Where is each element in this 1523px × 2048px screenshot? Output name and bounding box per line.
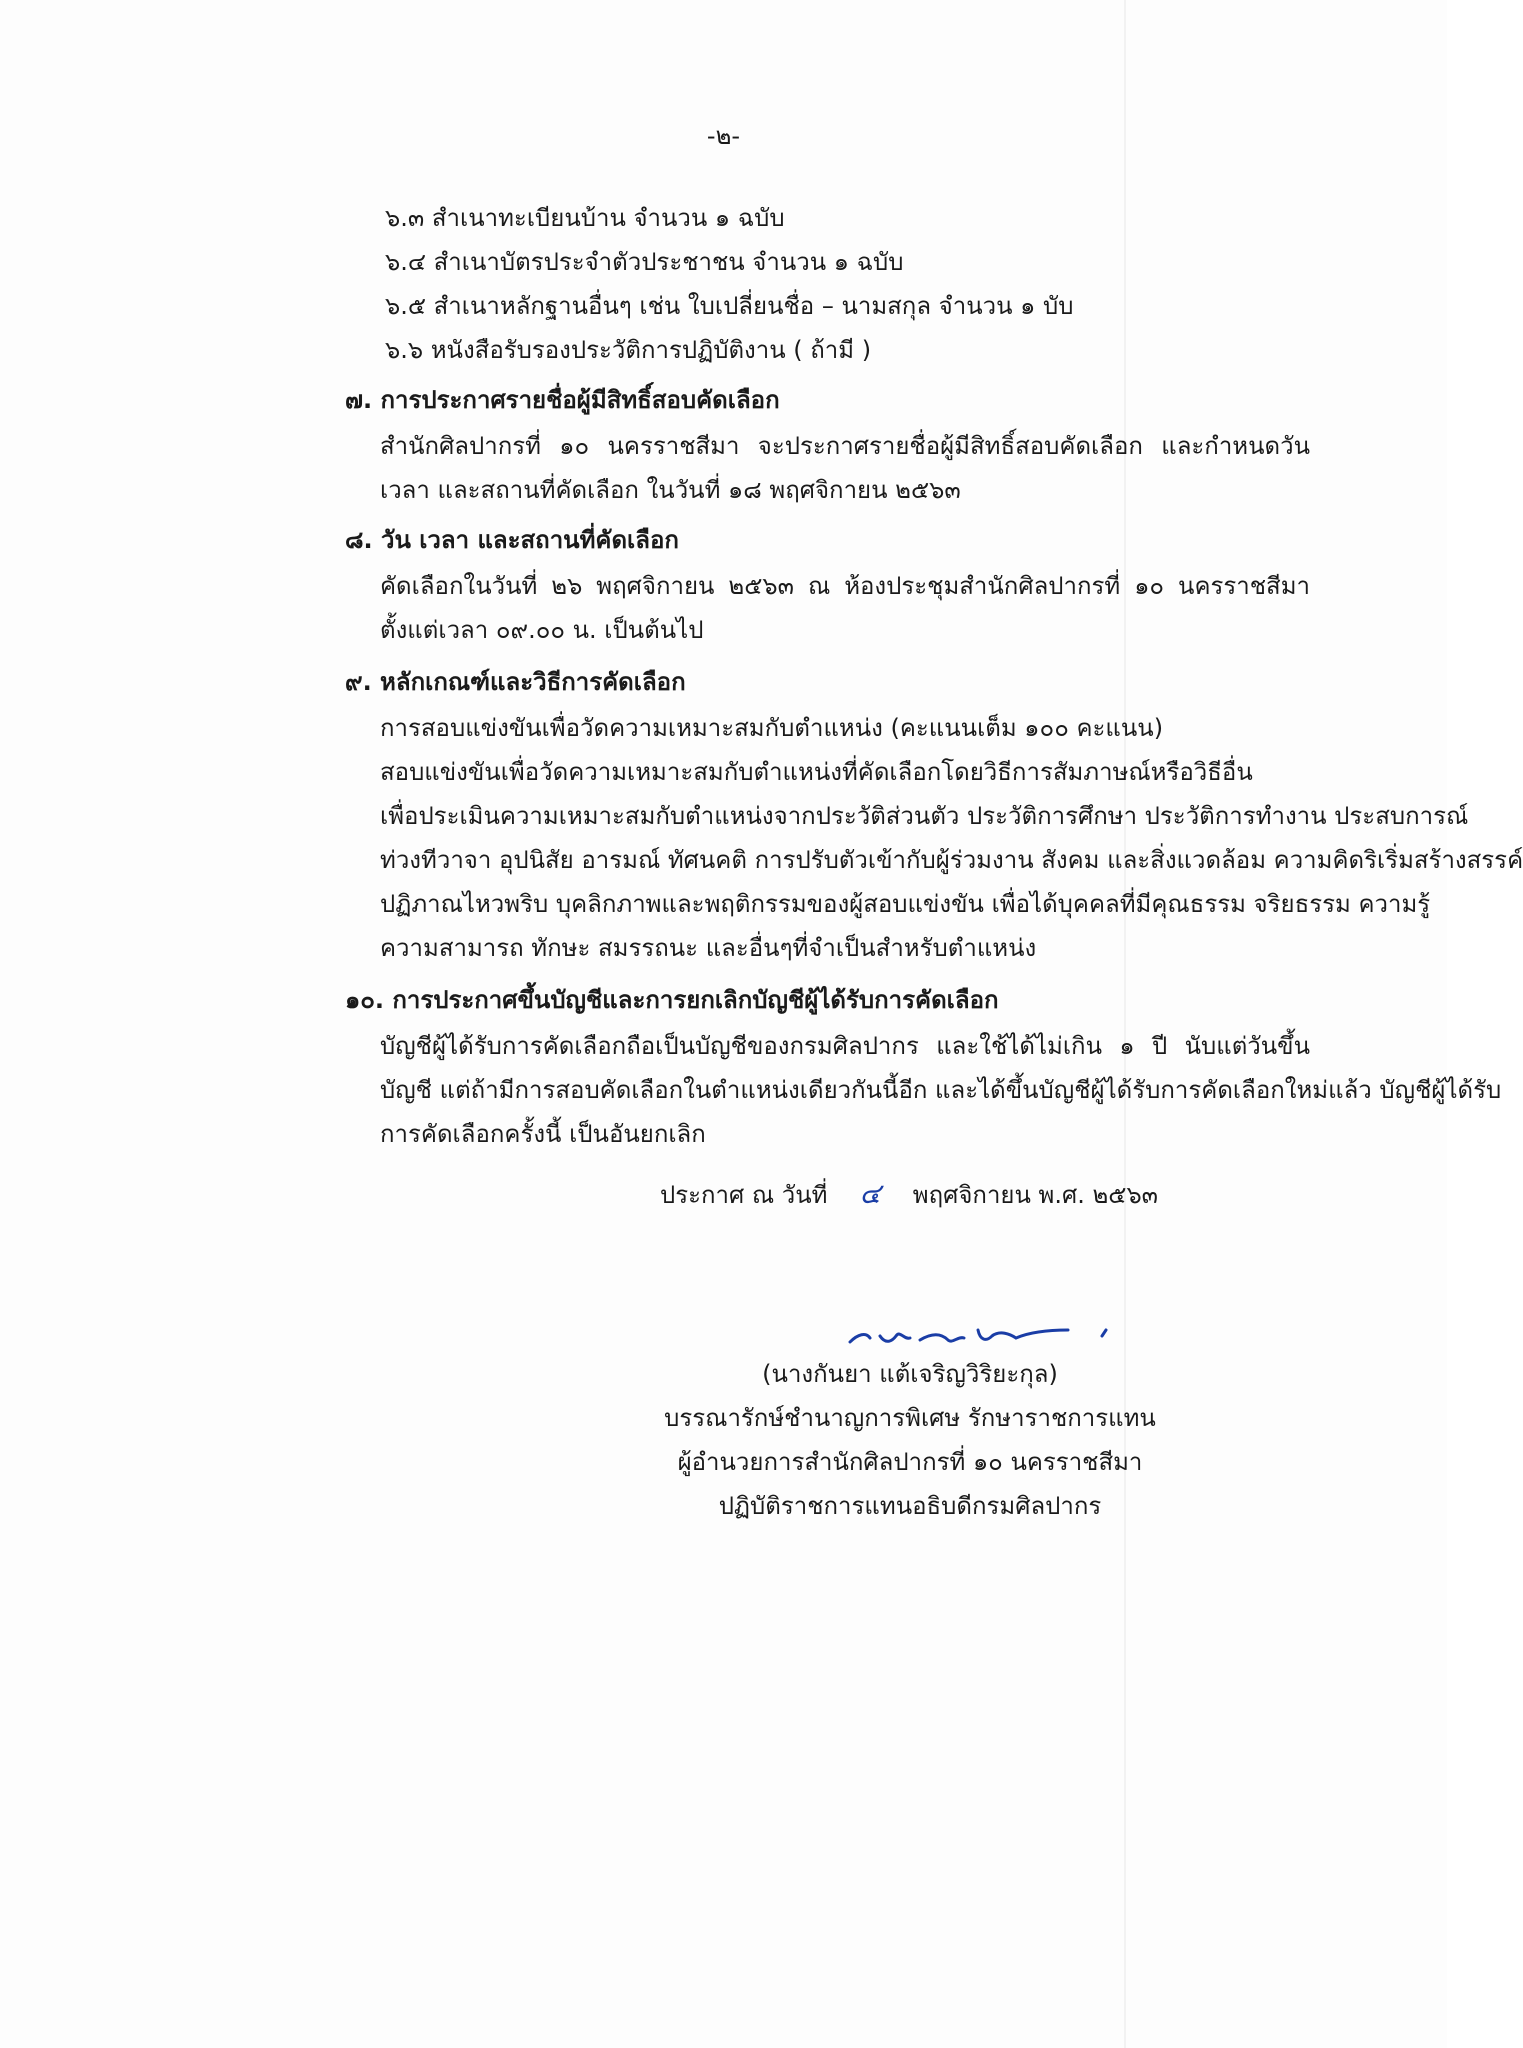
signatory-name: (นางกันยา แต้เจริญวิริยะกุล) bbox=[762, 1360, 1058, 1388]
section-7-paragraph bbox=[180, 424, 1310, 512]
paragraph-line: ตั้งแต่เวลา ๐๙.๐๐ น. เป็นต้นไป bbox=[380, 616, 704, 644]
list-item: ๖.๓ สำเนาทะเบียนบ้าน จำนวน ๑ ฉบับ bbox=[385, 204, 785, 232]
paragraph-line: ปฏิภาณไหวพริบ บุคลิกภาพและพฤติกรรมของผู้สอบแข่งขัน เพื่อได้บุคคลที่มีคุณธรรม จริยธรรม ความรู้ bbox=[380, 890, 1431, 918]
paragraph-line: เวลา และสถานที่คัดเลือก ในวันที่ ๑๘ พฤศจิกายน ๒๕๖๓ bbox=[380, 476, 961, 504]
paragraph-line: บัญชีผู้ได้รับการคัดเลือกถือเป็นบัญชีของกรมศิลปากร และใช้ได้ไม่เกิน ๑ ปี นับแต่วันขึ้น bbox=[380, 1032, 1310, 1060]
page-number: -๒- bbox=[706, 122, 741, 150]
paragraph-line: ท่วงทีวาจา อุปนิสัย อารมณ์ ทัศนคติ การปรับตัวเข้ากับผู้ร่วมงาน สังคม และสิ่งแวดล้อม ความคิดริเริ่มสร้างสรรค์ bbox=[380, 846, 1523, 874]
list-item: ๖.๔ สำเนาบัตรประจำตัวประชาชน จำนวน ๑ ฉบับ bbox=[385, 248, 904, 276]
paragraph-line: ความสามารถ ทักษะ สมรรถนะ และอื่นๆที่จำเป็นสำหรับตำแหน่ง bbox=[380, 934, 1037, 962]
paragraph-line: คัดเลือกในวันที่ ๒๖ พฤศจิกายน ๒๕๖๓ ณ ห้องประชุมสำนักศิลปากรที่ ๑๐ นครราชสีมา bbox=[380, 572, 1310, 600]
section-8-paragraph bbox=[180, 564, 1310, 652]
list-item: ๖.๕ สำเนาหลักฐานอื่นๆ เช่น ใบเปลี่ยนชื่อ – นามสกุล จำนวน ๑ บับ bbox=[385, 292, 1074, 320]
proclamation-day-handwritten: ๔ bbox=[859, 1177, 881, 1210]
signatory-title-3: ปฏิบัติราชการแทนอธิบดีกรมศิลปากร bbox=[718, 1492, 1102, 1520]
paragraph-line: สำนักศิลปากรที่ ๑๐ นครราชสีมา จะประกาศรายชื่อผู้มีสิทธิ์สอบคัดเลือก และกำหนดวัน bbox=[380, 432, 1310, 460]
paragraph-line: เพื่อประเมินความเหมาะสมกับตำแหน่งจากประวัติส่วนตัว ประวัติการศึกษา ประวัติการทำงาน ประสบการณ์ bbox=[380, 802, 1469, 830]
signatory-block bbox=[640, 1352, 1180, 1528]
list-item: ๖.๖ หนังสือรับรองประวัติการปฏิบัติงาน ( ถ้ามี ) bbox=[385, 336, 872, 364]
section-9-scoring-line: การสอบแข่งขันเพื่อวัดความเหมาะสมกับตำแหน่ง (คะแนนเต็ม ๑๐๐ คะแนน) bbox=[380, 714, 1164, 742]
signature-icon bbox=[840, 1300, 1160, 1360]
section-9-heading: ๙. หลักเกณฑ์และวิธีการคัดเลือก bbox=[345, 668, 686, 696]
proclamation-suffix: พฤศจิกายน พ.ศ. ๒๕๖๓ bbox=[912, 1181, 1159, 1209]
proclamation-prefix: ประกาศ ณ วันที่ bbox=[660, 1181, 828, 1209]
section-9-paragraph bbox=[180, 750, 1523, 970]
paragraph-line: การคัดเลือกครั้งนี้ เป็นอันยกเลิก bbox=[380, 1120, 706, 1148]
proclamation-date bbox=[660, 1172, 1158, 1217]
section-7-heading: ๗. การประกาศรายชื่อผู้มีสิทธิ์สอบคัดเลือก bbox=[345, 386, 780, 414]
paragraph-line: สอบแข่งขันเพื่อวัดความเหมาะสมกับตำแหน่งที่คัดเลือกโดยวิธีการสัมภาษณ์หรือวิธีอื่น bbox=[380, 758, 1253, 786]
section-10-paragraph bbox=[180, 1024, 1502, 1156]
signatory-title-2: ผู้อำนวยการสำนักศิลปากรที่ ๑๐ นครราชสีมา bbox=[677, 1448, 1143, 1476]
paragraph-line: บัญชี แต่ถ้ามีการสอบคัดเลือกในตำแหน่งเดียวกันนี้อีก และได้ขึ้นบัญชีผู้ได้รับการคัดเลือกใหม่แล้ว บัญชีผู้ได้รับ bbox=[380, 1076, 1502, 1104]
section-8-heading: ๘. วัน เวลา และสถานที่คัดเลือก bbox=[345, 526, 679, 554]
signatory-title-1: บรรณารักษ์ชำนาญการพิเศษ รักษาราชการแทน bbox=[664, 1404, 1156, 1432]
section-10-heading: ๑๐. การประกาศขึ้นบัญชีและการยกเลิกบัญชีผู้ได้รับการคัดเลือก bbox=[345, 986, 999, 1014]
